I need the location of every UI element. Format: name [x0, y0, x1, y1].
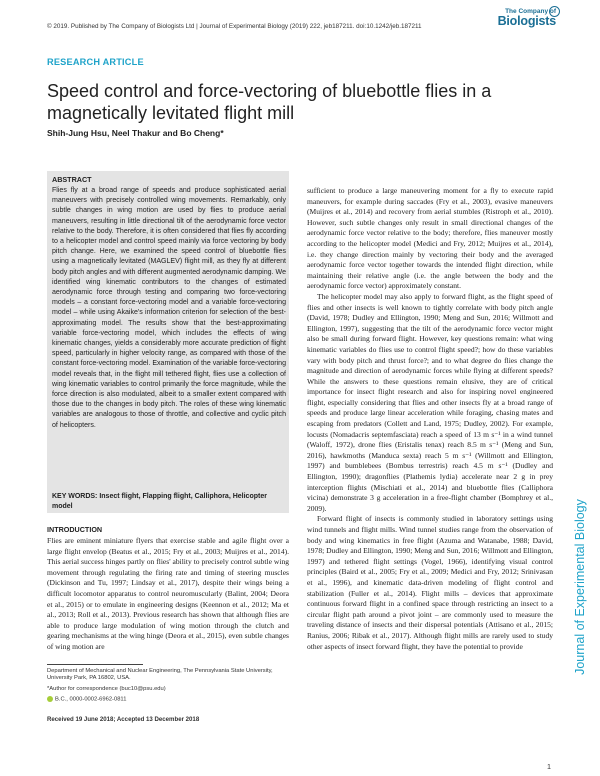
orcid-line	[47, 696, 289, 704]
right-column	[307, 186, 553, 652]
keywords-label: KEY WORDS:	[52, 493, 98, 500]
footnote-divider	[47, 664, 143, 665]
abstract-text: Flies fly at a broad range of speeds and produce sophisticated aerial maneuvers with precisely controlled wing movements. Remarkably, only subtle changes in wing motion are used by flies to produce aerial maneuvers, resulting in little directional tilt of the aerodynamic force vector relative to the body. Therefore, it is often considered that flies fly according to a helicopter model and control speed mainly via force vectoring by body pitch change. Here, we examined the speed control of bluebottle flies using a magnetically levitated (MAGLEV) flight mill, as they fly at different body pitch angles and with different augmented aerodynamic damping. We identified wing kinematic contributors to the changes of estimated aerodynamic force through testing and comparing two force-vectoring models – a constant force-vectoring model and a variable force-vectoring model – while using Akaike's information criterion for selection of the best-approximating model. The results show that the best-approximating variable force-vectoring model, which includes the effects of wing kinematic changes, yields a considerably more accurate prediction of flight speed, particularly in higher velocity range, as compared with those of the constant force-vectoring model. Examination of the variable force-vectoring model reveals that, in the flight mill tethered flight, flies use a collection of wing kinematic variables to control primarily the force magnitude, while the force direction is also modulated, albeit to a smaller extent compared with those due to the changes in body pitch. The roles of these wing kinematic variables are analogous to those of throttle, and collective and cyclic pitch of helicopters.	[52, 187, 286, 429]
page-number: 1	[547, 762, 551, 771]
orcid-icon	[47, 696, 53, 702]
received-dates: Received 19 June 2018; Accepted 13 December 2018	[47, 716, 200, 723]
article-type: RESEARCH ARTICLE	[47, 57, 144, 67]
publisher-logo	[494, 8, 556, 38]
logo-top-text: The Company of	[505, 8, 556, 15]
affiliation: Department of Mechanical and Nuclear Engineering, The Pennsylvania State University, University Park, PA 16802, USA.	[47, 668, 273, 682]
abstract-heading: ABSTRACT	[52, 175, 92, 184]
logo-main-text: Biologists	[497, 14, 556, 28]
correspondence: *Author for correspondence (buc10@psu.edu)	[47, 686, 166, 692]
journal-sidebar	[570, 470, 592, 720]
authors: Shih-Jung Hsu, Neel Thakur and Bo Cheng*	[47, 128, 224, 138]
citation-header: © 2019. Published by The Company of Biologists Ltd | Journal of Experimental Biology (2019) 222, jeb187211. doi:10.1242/jeb.187211	[47, 23, 422, 30]
paragraph-1: sufficient to produce a large maneuvering moment for a fly to execute rapid maneuvers, for example during saccades (Fry et al., 2003), evasive maneuvers (Muijres et al., 2014) and recovery from aerial stumbles (Ristroph et al., 2010). However, such subtle changes only result in small directional changes of the aerodynamic force vector relative to the body; therefore, flies maneuver mostly according to the helicopter model (Medici and Fry, 2012; Muijres et al., 2014), i.e. they change direction mainly by vectoring their body and the averaged aerodynamic force vector together towards the intended flight direction, while maintaining their relative angle (i.e. the angle between the body and the aerodynamic force vector) approximately constant.	[307, 186, 553, 291]
introduction-text: Flies are eminent miniature flyers that exercise stable and agile flight over a large flight envelop (Beatus et al., 2015; Fry et al., 2003; Muijres et al., 2014). This aerial success hinges partly on flies' ability to precisely control subtle wing movement through regulating the firing rate and timing of steering muscles (Dickinson and Tu, 1997; Lindsay et al., 2017), despite their wings being a difficult locomotor apparatus to control neuromuscularly (Balint, 2004; Deora et al., 2015) or to emulate in engineering designs (Keennon et al., 2012; Ma et al., 2013; Roll et al., 2013). Previous research has shown that although flies are able to produce large modulation of wing motion through the clutch and gearing mechanisms at the wing hinge (Deora et al., 2015), even subtle changes of wing motion are	[47, 536, 289, 651]
paragraph-3: Forward flight of insects is commonly studied in laboratory settings using wind tunnels and flight mills. Wind tunnel studies range from the observation of body and wing kinematics in free flight (Azuma and Watanabe, 1988; David, 1978; Dudley and Ellington, 1990; Meng and Sun, 2016; Willmott and Ellington, 1997) and tethered flight settings (Vogel, 1966), identifying visual control principles (Baird et al., 2005; Fry et al., 2009; Medici and Fry, 2012; Srinivasan et al., 1996), and kinematic data-driven modeling of flight control and stabilization (Fuller et al., 2014). Flight mills – devices that approximate continuous forward flight in a confined space through restricting an insect to a circular flight path around a pivot joint – are commonly used to measure the traveling distance of insects and their dispersal potentials (Attisano et al., 2015; Ranius, 2006; Ribak et al., 2017). Although flight mills are rarely used to study other aspects of insect forward flight, they have the potential to provide	[307, 514, 553, 651]
orcid-text: B.C., 0000-0002-6962-0811	[55, 696, 127, 703]
keywords	[52, 492, 286, 512]
paragraph-2: The helicopter model may also apply to forward flight, as the flight speed of flies and other insects is well known to tightly correlate with body pitch angle (David, 1978; Dudley and Ellington, 1990; Meng and Sun, 2016; Willmott and Ellington, 1997), suggesting that the tilt of the aerodynamic force vector might also be small during forward flight. However, key questions remain: what wing kinematic variables do flies use to control flight speed?; how do these variables vary with body pitch and thrust force?; and to what degree do flies change the magnitude and direction of aerodynamic forces while flying at different speeds? While the answers to these questions remain elusive, they are of critical importance for insect flight research and also for inspiring novel engineered flight, especially considering that flies and other insects fly at a broad range of speeds and produce large linear acceleration while foraging, chasing mates and escaping from predators (Collett and Land, 1975; Dudley, 2002). For example, locusts (Nomadacris septemfasciata) reach a speed of 13 m s⁻¹ in a wind tunnel (Waloff, 1972), drone flies (Eristalis tenax) reach 8.5 m s⁻¹ (Meng and Sun, 2016), hawkmoths (Manduca sexta) reach 5 m s⁻¹ (Willmott and Ellington, 1997) and bumblebees (Bombus terrestris) reach 4.5 m s⁻¹ (Dudley and Ellington, 1990); dragonflies (Plathemis lydia) accelerate near 2 g in prey interception flights (Mischiati et al., 2014) and bluebottle flies (Calliphora vicina) demonstrate 3 g acceleration in a free-flight chamber (Bomphrey et al., 2009).	[307, 291, 553, 513]
logo-mark-icon	[549, 6, 560, 17]
keywords-text: Insect flight, Flapping flight, Calliphora, Helicopter model	[52, 493, 267, 510]
article-title: Speed control and force-vectoring of bluebottle flies in a magnetically levitated flight mill	[47, 81, 492, 123]
introduction-heading: INTRODUCTION	[47, 525, 103, 534]
sidebar-journal-name: Journal of Experimental Biology	[573, 499, 587, 675]
